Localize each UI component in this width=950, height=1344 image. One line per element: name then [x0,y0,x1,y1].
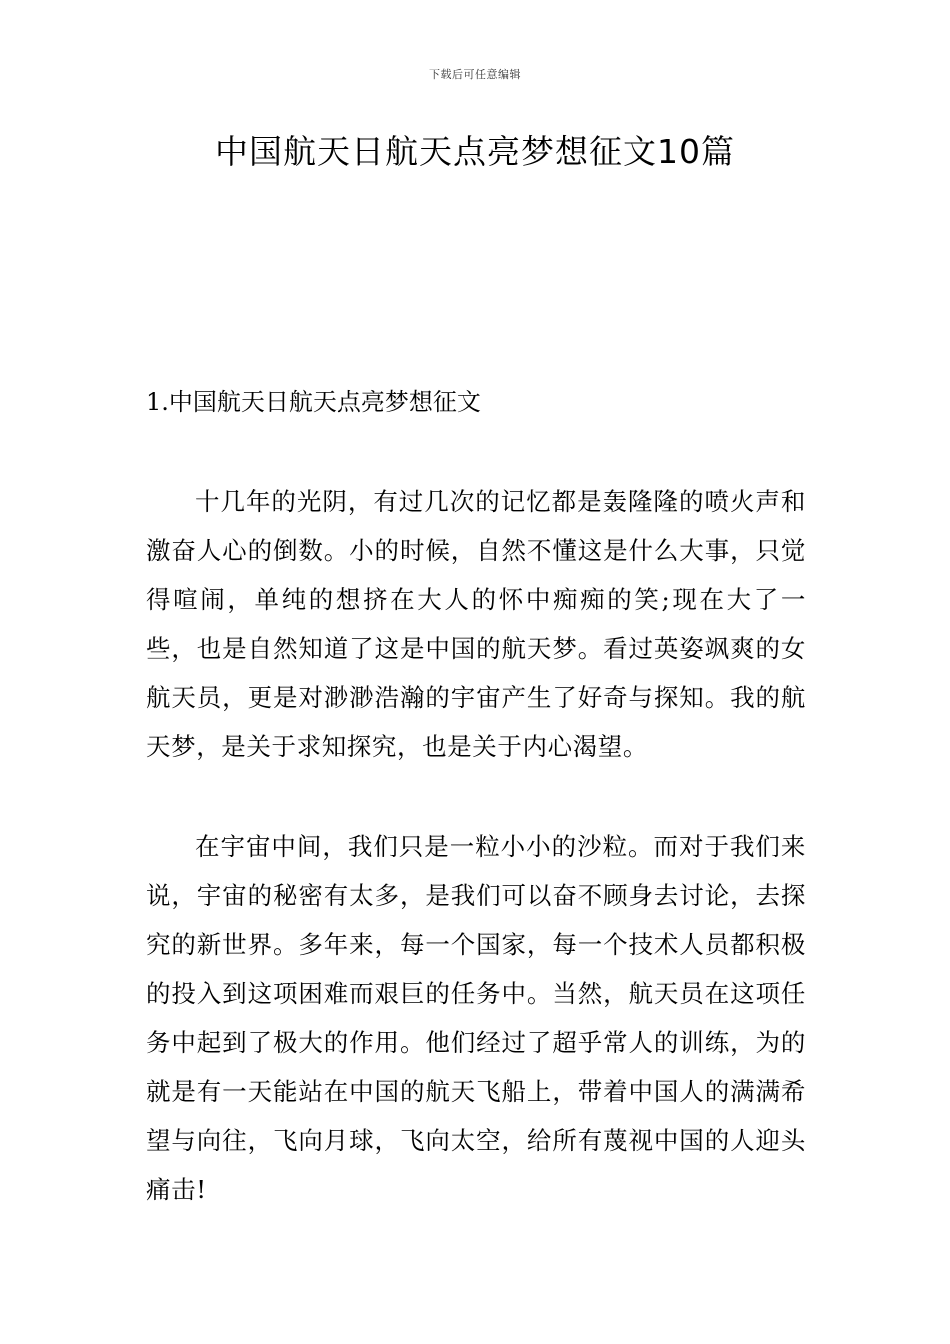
header-note: 下载后可任意编辑 [429,68,521,81]
document-title: 中国航天日航天点亮梦想征文10篇 [215,132,735,171]
paragraph: 在宇宙中间，我们只是一粒小小的沙粒。而对于我们来说，宇宙的秘密有太多，是我们可以奋不顾身去讨论，去探究的新世界。多年来，每一个国家，每一个技术人员都积极的投入到这项困难而艰巨的任务中。当然，航天员在这项任务中起到了极大的作用。他们经过了超乎常人的训练，为的就是有一天能站在中国的航天飞船上，带着中国人的满满希望与向往，飞向月球，飞向太空，给所有蔑视中国的人迎头痛击! [146,832,806,1204]
paragraph: 十几年的光阴，有过几次的记忆都是轰隆隆的喷火声和激奋人心的倒数。小的时候，自然不懂这是什么大事，只觉得喧闹，单纯的想挤在大人的怀中痴痴的笑;现在大了一些，也是自然知道了这是中国的航天梦。看过英姿飒爽的女航天员，更是对渺渺浩瀚的宇宙产生了好奇与探知。我的航天梦，是关于求知探究，也是关于内心渴望。 [146,487,806,761]
section-heading: 1.中国航天日航天点亮梦想征文 [146,388,481,416]
